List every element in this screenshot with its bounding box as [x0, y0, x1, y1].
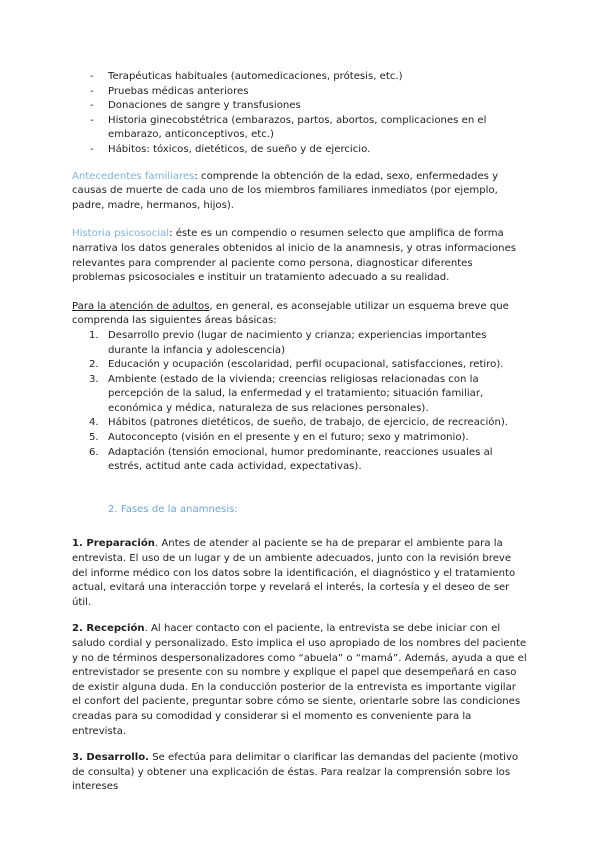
bullet-item: - Terapéuticas habituales (automedicaciones, prótesis, etc.): [72, 70, 528, 85]
fase-text: . Antes de atender al paciente se ha de preparar el ambiente para la entrevista. El uso de un lugar y de un ambiente adecuados, junto con la revisión breve del informe médico con los datos sobre la identificación, el diagnóstico y el tratamiento actual, evitará una interacción torpe y revelará el interés, la cortesía y el deseo de ser útil.: [72, 538, 516, 608]
fase-paragraph-recepcion: [72, 622, 528, 739]
adultos-text: , en general, es aconsejable utilizar un esquema breve que comprenda las siguientes áreas básicas:: [72, 300, 509, 327]
area-text: Educación y ocupación (escolaridad, perfil ocupacional, satisfacciones, retiro).: [108, 359, 504, 371]
bullet-item: - Hábitos: tóxicos, dietéticos, de sueño y de ejercicio.: [72, 143, 528, 158]
area-item: [72, 431, 528, 446]
area-number: 6.: [89, 446, 99, 458]
area-item: [72, 373, 528, 417]
area-item: [72, 446, 528, 475]
document-body: [72, 70, 528, 795]
fase-text: . Al hacer contacto con el paciente, la entrevista se debe iniciar con el saludo cordial y personalizado. Esto implica el uso apropiado de los nombres del paciente y no de términos despersonalizadores como “abuela” o “mamá”. Además, ayuda a que el entrevistador se presente con su nombre y explique el papel que desempeñará en caso de existir alguna duda. En la conducción posterior de la entrevista es importante vigilar el confort del paciente, preguntar sobre cómo se siente, orientarle sobre las condiciones creadas para su comodidad y considerar si el momento es conveniente para la entrevista.: [72, 623, 527, 737]
area-item: [72, 329, 528, 358]
area-item: [72, 358, 528, 373]
antecedentes-paragraph: [72, 170, 528, 214]
area-text: Desarrollo previo (lugar de nacimiento y crianza; experiencias importantes durante la infancia y adolescencia): [108, 329, 487, 356]
fase-label: 2. Recepción: [72, 623, 145, 635]
fase-paragraph-desarrollo: [72, 751, 528, 795]
fase-label: 3. Desarrollo.: [72, 752, 149, 764]
area-number: 3.: [89, 373, 99, 385]
historia-text: : éste es un compendio o resumen selecto que amplifica de forma narrativa los datos generales obtenidos al inicio de la anamnesis, y otras informaciones relevantes para comprender al paciente como persona, diagnosticar diferentes problemas psicosociales e instituir un tratamiento adecuado a su realidad.: [72, 228, 517, 284]
area-text: Hábitos (patrones dietéticos, de sueño, de trabajo, de ejercicio, de recreación).: [108, 417, 508, 429]
fase-text: Se efectúa para delimitar o clarificar las demandas del paciente (motivo de consulta) y obtener una explicación de éstas. Para realzar la comprensión sobre los intereses: [72, 752, 519, 793]
area-number: 2.: [89, 359, 99, 371]
area-text: Adaptación (tensión emocional, humor predominante, reacciones usuales al estrés, actitud ante cada actividad, expectativas).: [108, 446, 493, 473]
area-text: Ambiente (estado de la vivienda; creencias religiosas relacionadas con la percepción de la salud, la enfermedad y el tratamiento; situación familiar, económica y médica, naturaleza de sus relaciones personales).: [108, 373, 484, 414]
historia-paragraph: [72, 227, 528, 285]
historia-term: Historia psicosocial: [72, 228, 170, 240]
area-number: 1.: [89, 329, 99, 341]
fase-label: 1. Preparación: [72, 538, 155, 550]
area-number: 5.: [89, 432, 99, 444]
antecedentes-term: Antecedentes familiares: [72, 170, 195, 182]
adultos-underlined: Para la atención de adultos: [72, 300, 210, 312]
area-item: [72, 416, 528, 431]
history-bullet-list: [72, 70, 528, 158]
area-text: Autoconcepto (visión en el presente y en el futuro; sexo y matrimonio).: [108, 432, 469, 444]
bullet-item: - Historia ginecobstétrica (embarazos, partos, abortos, complicaciones en el embarazo, anticonceptivos, etc.): [72, 114, 528, 143]
fase-paragraph-preparacion: [72, 537, 528, 610]
antecedentes-text: : comprende la obtención de la edad, sexo, enfermedades y causas de muerte de cada uno de los miembros familiares inmediatos (por ejemplo, padre, madre, hermanos, hijos).: [72, 170, 499, 211]
bullet-item: - Donaciones de sangre y transfusiones: [72, 99, 528, 114]
adultos-paragraph: [72, 300, 528, 329]
bullet-item: - Pruebas médicas anteriores: [72, 85, 528, 100]
area-number: 4.: [89, 417, 99, 429]
areas-numbered-list: [72, 329, 528, 475]
section-title: 2. Fases de la anamnesis:: [108, 503, 238, 515]
